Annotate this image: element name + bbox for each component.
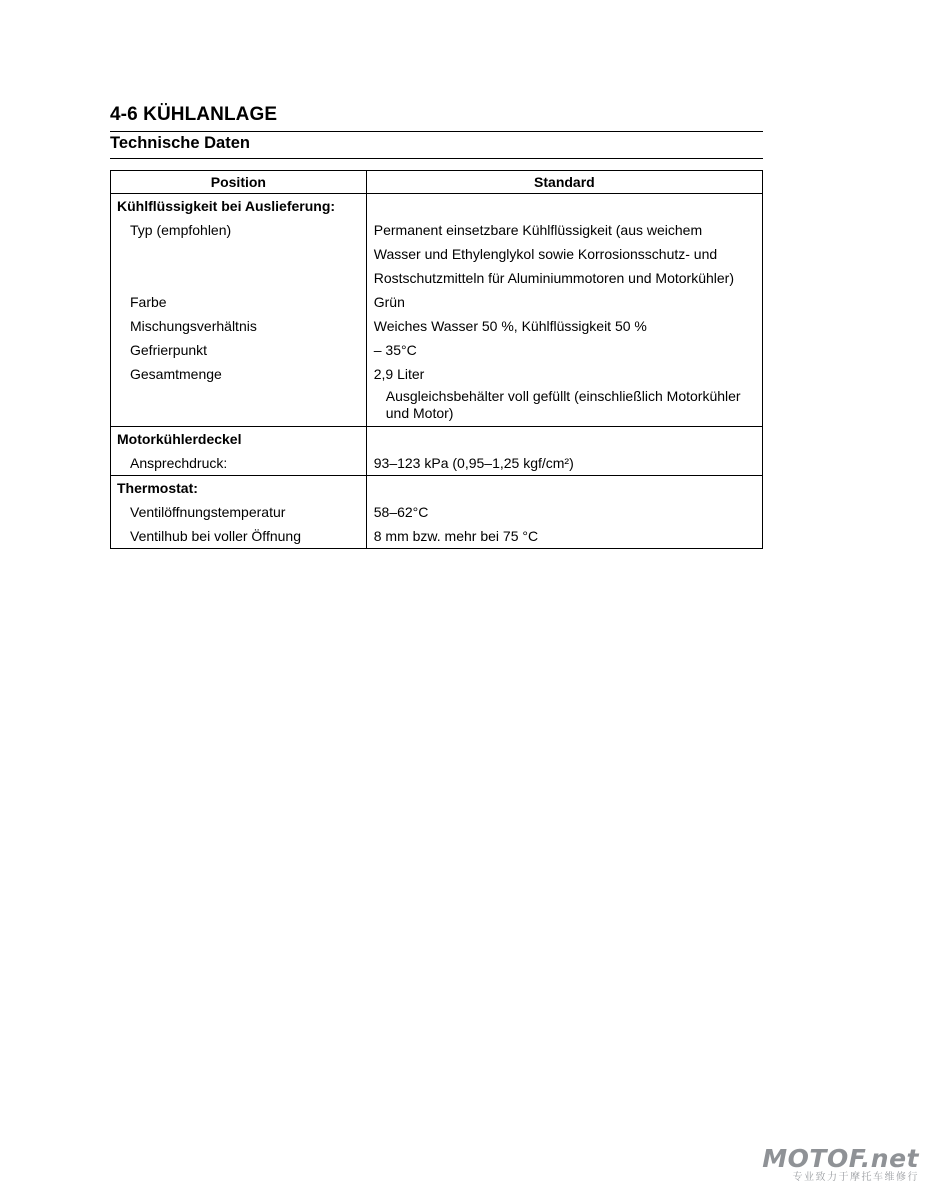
watermark-tagline: 专业致力于摩托车维修行 (792, 1172, 919, 1183)
note-line: und Motor) (385, 405, 454, 421)
value-line: Wasser und Ethylenglykol sowie Korrosionsschutz- und (373, 246, 718, 262)
item-label: Ventilhub bei voller Öffnung (111, 524, 367, 549)
section-rule (110, 158, 763, 159)
col-header-standard: Standard (366, 171, 762, 194)
item-value: Grün (366, 290, 762, 314)
table-row (111, 500, 763, 524)
item-value: 2,9 Liter (366, 362, 762, 386)
item-value: 8 mm bzw. mehr bei 75 °C (366, 524, 762, 549)
table-row (111, 476, 763, 501)
value-line: Rostschutzmitteln für Aluminiummotoren und Motorkühler) (373, 270, 735, 286)
table-row (111, 194, 763, 219)
section-title: Technische Daten (110, 134, 250, 152)
table-row (111, 218, 763, 290)
table-row (111, 338, 763, 362)
item-value: – 35°C (366, 338, 762, 362)
item-value: 93–123 kPa (0,95–1,25 kgf/cm²) (366, 451, 762, 476)
table-row (111, 362, 763, 386)
empty-cell (366, 194, 762, 219)
empty-cell (366, 427, 762, 452)
item-value: Weiches Wasser 50 %, Kühlflüssigkeit 50 % (366, 314, 762, 338)
item-label: Mischungsverhältnis (111, 314, 367, 338)
item-label: Ventilöffnungstemperatur (111, 500, 367, 524)
spec-table (110, 170, 763, 549)
item-label: Typ (empfohlen) (111, 218, 367, 290)
table-row (111, 314, 763, 338)
table-row (111, 427, 763, 452)
table-row (111, 386, 763, 427)
item-value: 58–62°C (366, 500, 762, 524)
page-heading: 4-6 KÜHLANLAGE (110, 104, 278, 125)
group-label-thermostat: Thermostat: (111, 476, 367, 501)
item-label: Farbe (111, 290, 367, 314)
table-row (111, 451, 763, 476)
table-row (111, 290, 763, 314)
col-header-position: Position (111, 171, 367, 194)
group-label-coolant: Kühlflüssigkeit bei Auslieferung: (111, 194, 367, 219)
item-value (366, 218, 762, 290)
item-note (366, 386, 762, 427)
item-label: Ansprechdruck: (111, 451, 367, 476)
note-line: Ausgleichsbehälter voll gefüllt (einschließlich Motorkühler (385, 388, 741, 404)
empty-cell (366, 476, 762, 501)
watermark (759, 1146, 919, 1190)
table-header-row (111, 171, 763, 194)
group-label-radiator-cap: Motorkühlerdeckel (111, 427, 367, 452)
heading-rule (110, 131, 763, 132)
item-label: Gesamtmenge (111, 362, 367, 386)
watermark-logo: MOTOF.net (762, 1144, 919, 1173)
item-label: Gefrierpunkt (111, 338, 367, 362)
value-line: Permanent einsetzbare Kühlflüssigkeit (aus weichem (373, 222, 703, 238)
table-row (111, 524, 763, 549)
empty-cell (111, 386, 367, 427)
